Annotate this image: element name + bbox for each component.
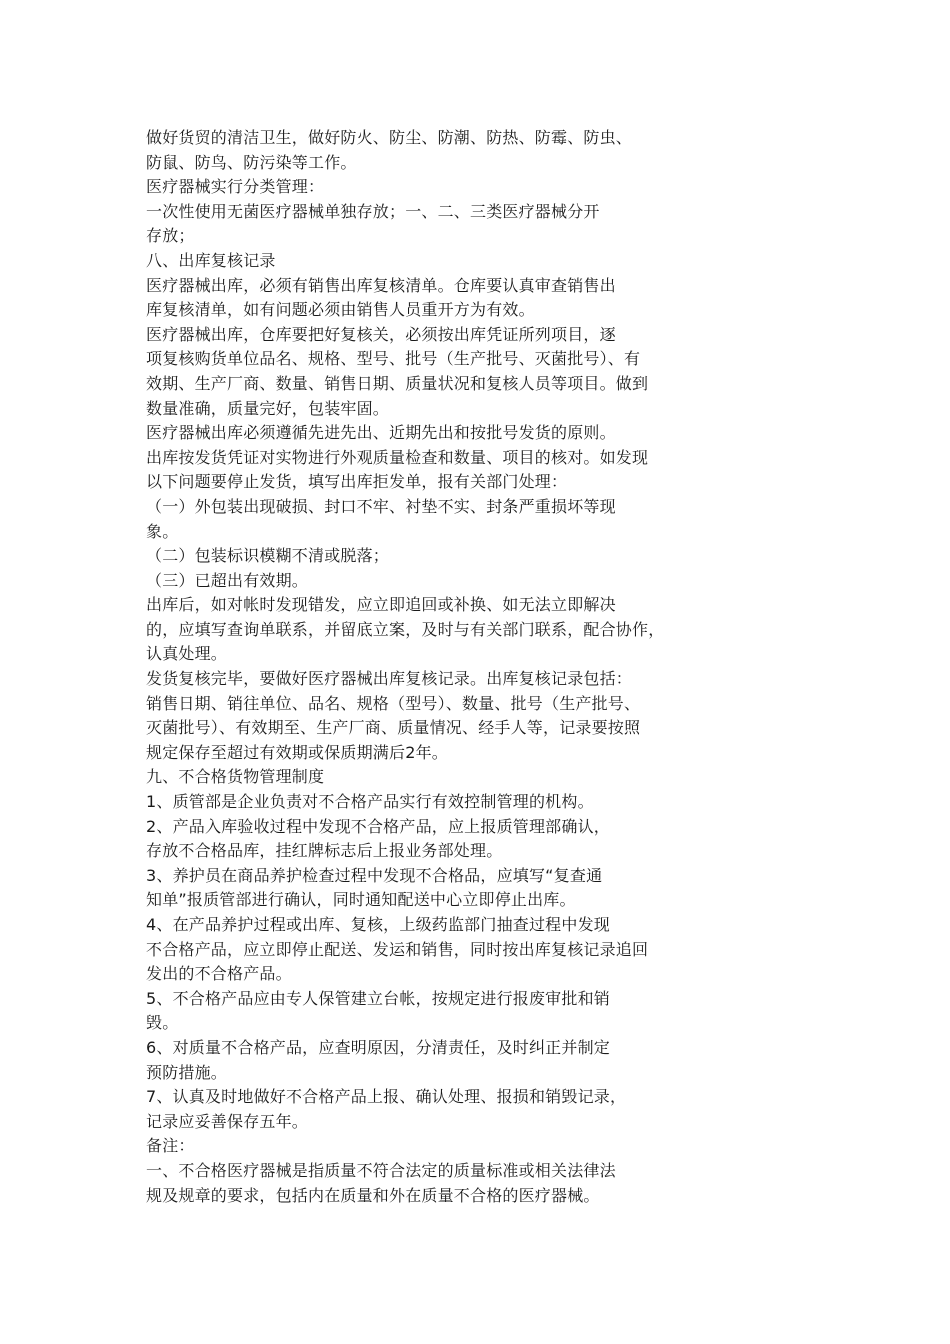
text-line: 防鼠、防鸟、防污染等工作。 <box>146 152 357 172</box>
text-line: 记录应妥善保存五年。 <box>146 1111 309 1131</box>
text-line: 医疗器械实行分类管理： <box>146 177 325 197</box>
text-line: 出库后，如对帐时发现错发，应立即追回或补换、如无法立即解决 <box>146 595 616 615</box>
text-line: 象。 <box>146 521 179 541</box>
text-line: 销售日期、销往单位、品名、规格（型号）、数量、批号（生产批号、 <box>146 693 641 713</box>
text-line: 发出的不合格产品。 <box>146 964 292 984</box>
text-line: 知单”报质管部进行确认，同时通知配送中心立即停止出库。 <box>146 890 576 910</box>
text-line: 毁。 <box>146 1013 179 1033</box>
text-line: 以下问题要停止发货，填写出库拒发单，报有关部门处理： <box>146 472 568 492</box>
text-line: 6、对质量不合格产品，应查明原因，分清责任，及时纠正并制定 <box>146 1037 610 1057</box>
document-body <box>146 126 806 1208</box>
section-heading: 九、不合格货物管理制度 <box>146 767 325 787</box>
text-line: 存放； <box>146 226 195 246</box>
text-line: 库复核清单，如有问题必须由销售人员重开方为有效。 <box>146 300 535 320</box>
text-line: 一、不合格医疗器械是指质量不符合法定的质量标准或相关法律法 <box>146 1160 616 1180</box>
text-line: 项复核购货单位品名、规格、型号、批号（生产批号、灭菌批号）、有 <box>146 349 641 369</box>
text-line: 一次性使用无菌医疗器械单独存放；一、二、三类医疗器械分开 <box>146 201 600 221</box>
text-line: （二）包装标识模糊不清或脱落； <box>146 546 390 566</box>
section-heading: 八、出库复核记录 <box>146 250 276 270</box>
text-line: 医疗器械出库，仓库要把好复核关，必须按出库凭证所列项目，逐 <box>146 324 616 344</box>
remarks-heading: 备注： <box>146 1136 195 1156</box>
text-line: 医疗器械出库必须遵循先进先出、近期先出和按批号发货的原则。 <box>146 423 616 443</box>
text-line: 2、产品入库验收过程中发现不合格产品，应上报质管理部确认， <box>146 816 610 836</box>
text-line: （一）外包装出现破损、封口不牢、衬垫不实、封条严重损坏等现 <box>146 496 616 516</box>
text-line: 规及规章的要求，包括内在质量和外在质量不合格的医疗器械。 <box>146 1185 600 1205</box>
text-line: 数量准确，质量完好，包装牢固。 <box>146 398 390 418</box>
text-line: 的，应填写查询单联系，并留底立案，及时与有关部门联系，配合协作， <box>146 619 665 639</box>
text-line: 效期、生产厂商、数量、销售日期、质量状况和复核人员等项目。做到 <box>146 373 649 393</box>
text-line: 出库按发货凭证对实物进行外观质量检查和数量、项目的核对。如发现 <box>146 447 649 467</box>
text-line: （三）已超出有效期。 <box>146 570 309 590</box>
text-line: 认真处理。 <box>146 644 228 664</box>
text-line: 存放不合格品库，挂红牌标志后上报业务部处理。 <box>146 841 503 861</box>
text-line: 做好货贸的清洁卫生，做好防火、防尘、防潮、防热、防霉、防虫、 <box>146 128 633 147</box>
text-line: 7、认真及时地做好不合格产品上报、确认处理、报损和销毁记录， <box>146 1087 627 1107</box>
text-line: 医疗器械出库，必须有销售出库复核清单。仓库要认真审查销售出 <box>146 275 616 295</box>
text-line: 3、养护员在商品养护检查过程中发现不合格品，应填写“复查通 <box>146 865 603 885</box>
text-line: 4、在产品养护过程或出库、复核，上级药监部门抽查过程中发现 <box>146 915 610 934</box>
text-line: 1、质管部是企业负责对不合格产品实行有效控制管理的机构。 <box>146 792 594 812</box>
text-line: 5、不合格产品应由专人保管建立台帐，按规定进行报废审批和销 <box>146 988 610 1008</box>
text-line: 预防措施。 <box>146 1062 228 1082</box>
text-line: 发货复核完毕，要做好医疗器械出库复核记录。出库复核记录包括： <box>146 669 633 689</box>
text-line: 不合格产品，应立即停止配送、发运和销售，同时按出库复核记录追回 <box>146 939 649 959</box>
text-line: 灭菌批号）、有效期至、生产厂商、质量情况、经手人等，记录要按照 <box>146 718 641 738</box>
text-line: 规定保存至超过有效期或保质期满后2年。 <box>146 742 448 762</box>
